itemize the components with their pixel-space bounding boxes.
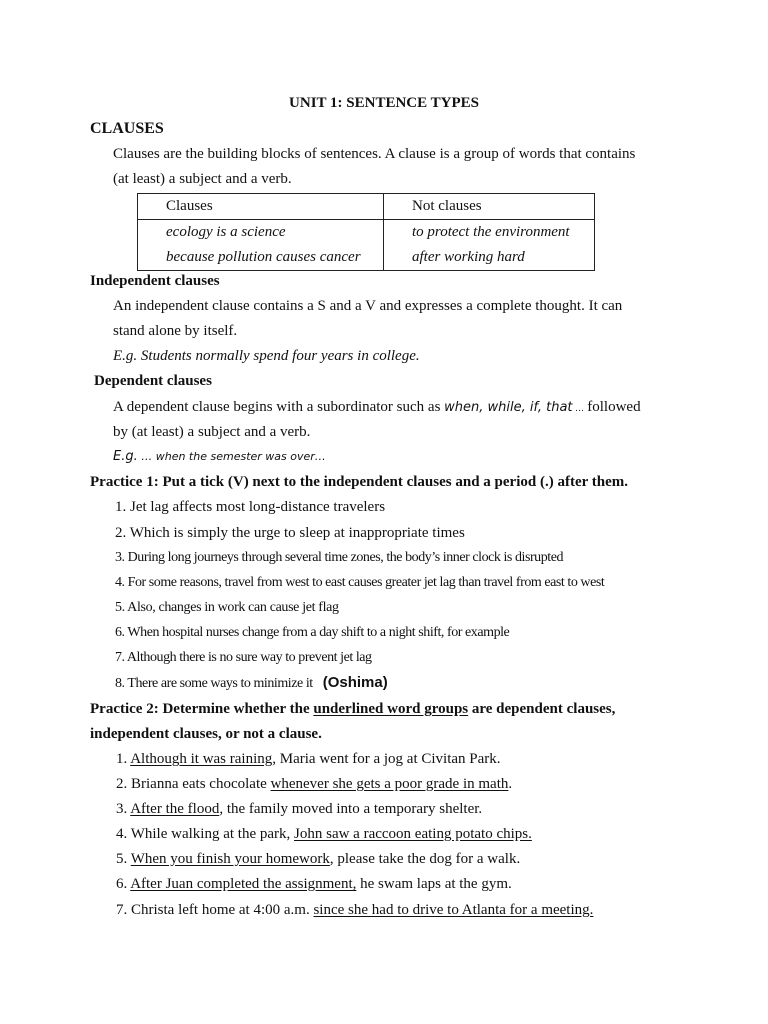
item-number: 6.: [116, 876, 131, 892]
subordinator-list: when, while, if, that: [444, 400, 573, 415]
dependent-text-post: followed: [587, 399, 641, 415]
table-cell: because pollution causes cancer: [138, 245, 384, 271]
practice1-item-last: [115, 673, 388, 694]
example-text: … when the semester was over…: [137, 450, 326, 463]
clauses-intro-line-1: Clauses are the building blocks of sentences. A clause is a group of words that contains: [113, 146, 636, 162]
practice1-item: 5. Also, changes in work can cause jet flag: [115, 600, 339, 615]
item-underlined: After Juan completed the assignment,: [130, 876, 357, 892]
practice2-heading-line-2: independent clauses, or not a clause.: [90, 726, 322, 742]
item-pre: Brianna eats chocolate: [131, 776, 271, 792]
item-underlined: whenever she gets a poor grade in math: [270, 776, 509, 792]
item-number: 5.: [116, 851, 131, 867]
independent-text-line-2: stand alone by itself.: [113, 323, 238, 339]
dependent-heading: Dependent clauses: [94, 373, 212, 389]
item-post: , Maria went for a jog at Civitan Park.: [272, 751, 501, 767]
item-number: 7.: [116, 902, 131, 918]
item-post: , please take the dog for a walk.: [329, 851, 521, 867]
practice1-item: 3. During long journeys through several time zones, the body’s inner clock is disrupted: [115, 550, 564, 565]
item-underlined: since she had to drive to Atlanta for a meeting.: [313, 902, 594, 918]
practice2-item: [116, 749, 501, 769]
clauses-heading: CLAUSES: [90, 120, 164, 137]
practice1-item: 6. When hospital nurses change from a day shift to a night shift, for example: [115, 625, 510, 640]
table-header-not-clauses: Not clauses: [384, 194, 595, 220]
practice2-item: [116, 799, 482, 819]
example-prefix: E.g.: [113, 449, 138, 464]
practice1-item: 4. For some reasons, travel from west to east causes greater jet lag than travel from east to west: [115, 575, 605, 590]
practice2-heading-pre: Practice 2: Determine whether the: [90, 701, 314, 717]
item-post: .: [508, 776, 513, 792]
table-cell: after working hard: [384, 245, 595, 271]
table-cell: ecology is a science: [138, 220, 384, 245]
item-number: 2.: [116, 776, 131, 792]
dependent-example: [113, 447, 326, 467]
practice1-heading: Practice 1: Put a tick (V) next to the independent clauses and a period (.) after them.: [90, 474, 628, 490]
item-pre: Christa left home at 4:00 a.m.: [131, 902, 314, 918]
item-underlined: After the flood: [130, 801, 220, 817]
item-number: 3.: [116, 801, 131, 817]
independent-example: E.g. Students normally spend four years in college.: [113, 348, 420, 364]
table-header-row: [138, 194, 595, 220]
item-post: , the family moved into a temporary shelter.: [219, 801, 483, 817]
practice2-item: [116, 824, 532, 844]
page-title: UNIT 1: SENTENCE TYPES: [289, 95, 479, 111]
item-underlined: Although it was raining: [130, 751, 273, 767]
practice2-item: [116, 874, 512, 894]
clauses-intro-line-2: (at least) a subject and a verb.: [113, 171, 292, 187]
practice1-item: 8. There are some ways to minimize it: [115, 676, 313, 691]
practice1-source: (Oshima): [322, 674, 388, 691]
item-underlined: When you finish your homework: [130, 851, 330, 867]
practice1-item: 7. Although there is no sure way to prevent jet lag: [115, 650, 372, 665]
practice2-item: [116, 849, 520, 869]
table-header-clauses: Clauses: [138, 194, 384, 220]
practice2-item: [116, 774, 512, 794]
item-post: he swam laps at the gym.: [356, 876, 512, 892]
practice2-heading-underlined: underlined word groups: [313, 701, 469, 717]
item-pre: While walking at the park,: [130, 826, 295, 842]
item-number: 4.: [116, 826, 131, 842]
practice1-item: 2. Which is simply the urge to sleep at inappropriate times: [115, 525, 465, 541]
independent-text-line-1: An independent clause contains a S and a V and expresses a complete thought. It can: [113, 298, 623, 314]
ellipsis: …: [572, 404, 588, 414]
table-cell: to protect the environment: [384, 220, 595, 245]
practice2-heading-line-1: [90, 699, 615, 719]
practice2-heading-post: are dependent clauses,: [468, 701, 616, 717]
practice2-item: [116, 900, 593, 920]
item-underlined: John saw a raccoon eating potato chips.: [294, 826, 532, 842]
table-row: [138, 220, 595, 245]
dependent-text-line-2: by (at least) a subject and a verb.: [113, 424, 311, 440]
item-number: 1.: [116, 751, 131, 767]
practice1-item: 1. Jet lag affects most long-distance travelers: [115, 499, 386, 515]
clauses-table: [137, 193, 595, 271]
table-row: [138, 245, 595, 271]
dependent-text-line-1: [113, 397, 641, 419]
dependent-text-pre: A dependent clause begins with a subordinator such as: [113, 399, 445, 415]
independent-heading: Independent clauses: [90, 273, 220, 289]
